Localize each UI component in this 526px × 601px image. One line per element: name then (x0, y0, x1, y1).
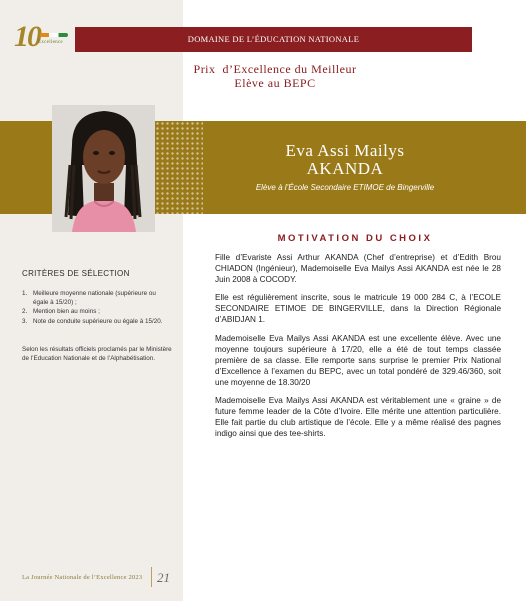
laureate-school: Elève à l’École Secondaire ETIMOE de Bingerville (255, 183, 435, 192)
laureate-photo (52, 105, 155, 232)
anniversary-logo (12, 22, 76, 56)
portrait-image (52, 105, 155, 232)
laureate-name (235, 142, 455, 178)
criteria-title: CRITÈRES DE SÉLECTION (22, 269, 130, 278)
flag-stripe-icon (40, 33, 68, 37)
logo-tagline: Excellence (38, 40, 63, 45)
criteria-list (22, 290, 172, 327)
logo-number: 10 (14, 20, 40, 53)
motivation-paragraph: Mademoiselle Eva Mailys Assi AKANDA est véritablement une « graine » de future femme leader de la Côte d’Ivoire. Elle mérite une attention particulière. Elle fait partie du club artistique de l’école. Elle y a même réalisé des pagnes indigo ainsi que des tee-shirts. (215, 396, 501, 439)
prize-title (150, 62, 400, 90)
criteria-item-number: 1. (22, 290, 28, 297)
criteria-item-number: 3. (22, 317, 28, 325)
criteria-note: Selon les résultats officiels proclamés par le Ministère de l’Education Nationale et de l’Alphabétisation. (22, 346, 172, 362)
criteria-item-text: Meilleure moyenne nationale (supérieure ou égale à 15/20) ; (33, 290, 156, 306)
footer-title: La Journée Nationale de l’Excellence 2023 (22, 574, 143, 581)
motivation-paragraph: Elle est régulièrement inscrite, sous le matricule 19 000 284 C, à l’ECOLE SECONDAIRE ETIMOE DE BINGERVILLE, dans la Direction Régionale d’ABIDJAN 1. (215, 293, 501, 325)
motivation-body (215, 252, 501, 446)
motivation-paragraph: Mademoiselle Eva Mailys Assi AKANDA est une excellente élève. Avec une moyenne toujours supérieure à 17/20, elle a été de tout temps classée première de sa classe. Elle remporte sans surprise le premier Prix National d’Excellence à l’examen du BEPC, avec un total pondéré de 329.46/360, soit une moyenne de 18.30/20 (215, 333, 501, 387)
domain-banner: DOMAINE DE L’ÉDUCATION NATIONALE (75, 27, 472, 52)
motivation-title: MOTIVATION DU CHOIX (277, 233, 433, 244)
laureate-name-line2: AKANDA (306, 159, 384, 178)
criteria-item-text: Note de conduite supérieure ou égale à 15/20. (33, 317, 163, 325)
prize-title-line2: Elève au BEPC (234, 76, 316, 90)
criteria-item (22, 318, 172, 327)
laureate-name-line1: Eva Assi Mailys (285, 141, 405, 160)
criteria-item (22, 308, 172, 317)
criteria-item-text: Mention bien au moins ; (33, 308, 100, 315)
motivation-paragraph: Fille d’Evariste Assi Arthur AKANDA (Chef d’entreprise) et d’Edith Brou CHIADON (Ingénieur), Mademoiselle Eva Mailys Assi AKANDA est née le 28 Juin 2008 à COCODY. (215, 253, 501, 285)
dot-pattern (155, 121, 203, 214)
prize-title-line1: Prix d’Excellence du Meilleur (193, 62, 357, 76)
page-number: 21 (157, 570, 170, 585)
criteria-item-number: 2. (22, 308, 28, 315)
criteria-item (22, 290, 172, 307)
footer-divider (151, 567, 152, 587)
